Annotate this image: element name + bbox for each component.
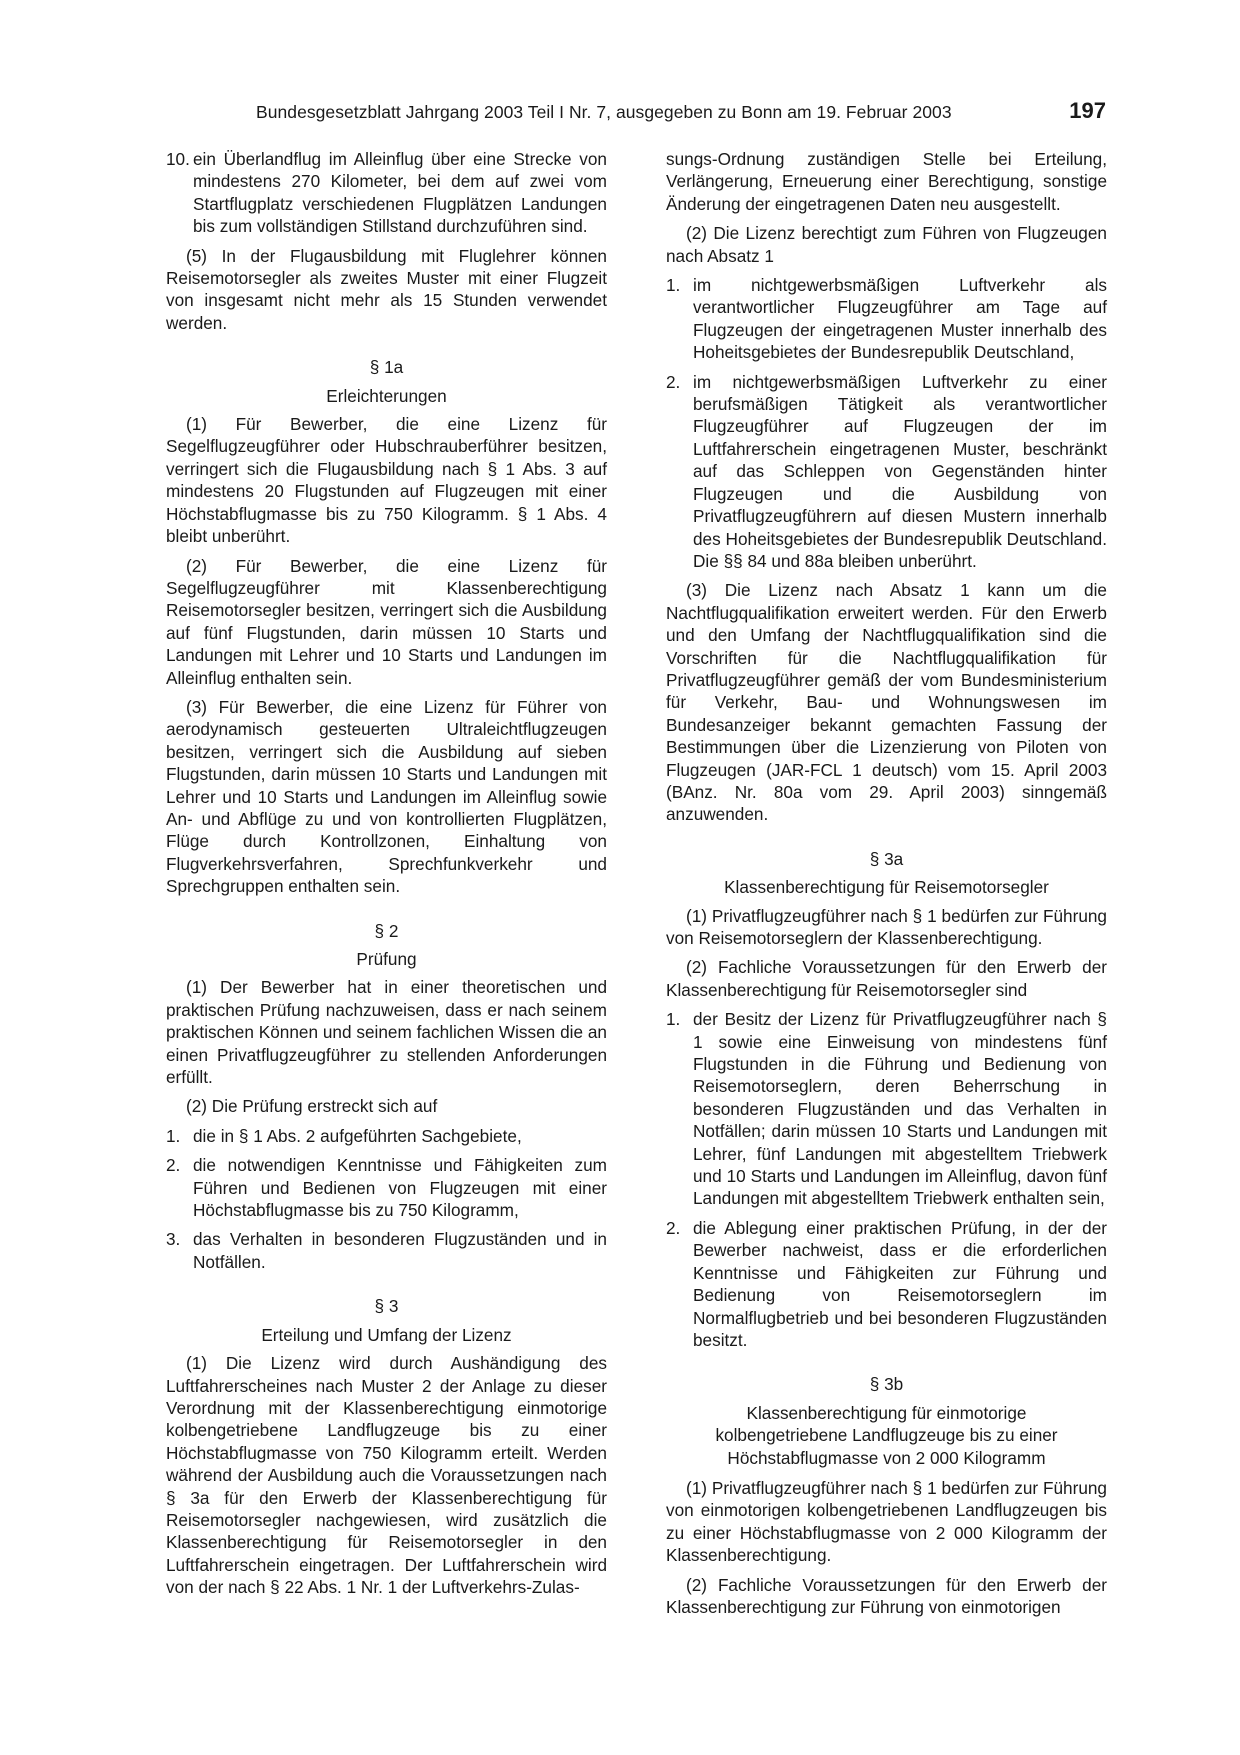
heading-line: Klassenberechtigung für einmotorige [746,1402,1027,1423]
paragraph: (5) In der Flugausbildung mit Fluglehrer können Reisemotorsegler als zweites Muster mit einer Flugzeit von insgesamt nicht mehr als 15 Stunden verwendet werden. [166,245,607,333]
paragraph: (3) Für Bewerber, die eine Lizenz für Führer von aerodynamisch gesteuerten Ultraleichtflugzeugen besitzen, verringert sich die Ausbildung auf sieben Flugstunden, darin müssen 10 Starts und Landungen mit Lehrer und 10 Starts und Landungen im Alleinflug sowie An- und Abflüge zu und von kontrollierten Flugplätzen, Flüge durch Kontrollzonen, Einhaltung von Flugverkehrsverfahren, Sprechfunkverkehr und Sprechgruppen enthalten sein. [166,696,607,897]
item-number: 2. [666,1217,681,1238]
section-heading: Erleichterungen [326,385,447,406]
item-number: 1. [666,275,681,296]
paragraph: (1) Privatflugzeugführer nach § 1 bedürfen zur Führung von einmotorigen kolbengetriebenen Landflugzeugen bis zu einer Höchstabflugmasse von 2 000 Kilogramm der Klassenberechtigung. [666,1477,1107,1566]
paragraph: (1) Für Bewerber, die eine Lizenz für Segelflugzeugführer oder Hubschrauberführer besitzen, verringert sich die Flugausbildung nach § 1 Abs. 3 auf mindestens 20 Flugstunden auf Flugzeugen mit einer Höchstabflugmasse bis zu 750 Kilogramm. § 1 Abs. 4 bleibt unberührt. [166,414,607,547]
paragraph: (2) Für Bewerber, die eine Lizenz für Segelflugzeugführer mit Klassenberechtigung Reisemotorsegler besitzen, verringert sich die Ausbildung auf fünf Flugstunden, darin müssen 10 Starts und Landungen mit Lehrer und 10 Starts und Landungen im Alleinflug enthalten sein. [166,555,607,688]
item-number: 2. [166,1155,181,1176]
section-number: § 3b [869,1374,904,1395]
left-column [166,148,607,1606]
heading-line: kolbengetriebene Landflugzeuge bis zu einer [715,1425,1058,1446]
list-item [166,1228,607,1273]
paragraph: (2) Die Prüfung erstreckt sich auf [186,1096,438,1117]
item-number: 2. [666,371,681,392]
page-header [166,98,1106,128]
item-text: im nichtgewerbsmäßigen Luftverkehr als verantwortlicher Flugzeugführer am Tage auf Flugzeugen der eingetragenen Muster innerhalb des Hoheitsgebietes der Bundesrepublik Deutschland, [693,275,1107,363]
page-number: 197 [1069,98,1106,123]
paragraph: (1) Die Lizenz wird durch Aushändigung des Luftfahrerscheines nach Muster 2 der Anlage zu dieser Verordnung mit der Klassenberechtigung einmotorige kolbengetriebene Landflugzeuge bis zu einer Höchstabflugmasse von 750 Kilogramm erteilt. Werden während der Ausbildung auch die Voraussetzungen nach § 3a für den Erwerb der Klassenberechtigung für Reisemotorsegler nachgewiesen, wird zusätzlich die Klassenberechtigung für Reisemotorsegler in den Luftfahrerschein eingetragen. Der Luftfahrerschein wird von der nach § 22 Abs. 1 Nr. 1 der Luftverkehrs-Zulas- [166,1353,607,1598]
list-item [166,1125,607,1147]
section-heading: Erteilung und Umfang der Lizenz [261,1324,512,1345]
paragraph: (1) Der Bewerber hat in einer theoretischen und praktischen Prüfung nachzuweisen, dass er nach seinem praktischen Können und seinem fachlichen Wissen die an einen Privatflugzeugführer zu stellenden Anforderungen erfüllt. [166,977,607,1088]
section-number: § 1a [369,357,404,378]
section-heading [666,1402,1107,1469]
heading-line: Höchstabflugmasse von 2 000 Kilogramm [727,1447,1046,1468]
list-item [666,1217,1107,1351]
list-item [166,1154,607,1221]
section-number: § 2 [374,920,399,941]
list-item [666,1008,1107,1210]
right-column [666,148,1107,1625]
item-text: das Verhalten in besonderen Flugzuständen und in Notfällen. [193,1229,607,1272]
section-heading: Klassenberechtigung für Reisemotorsegler [724,877,1049,898]
item-number: 1. [166,1125,181,1146]
item-number: 1. [666,1009,681,1030]
item-number: 10. [166,149,190,169]
paragraph: (2) Die Lizenz berechtigt zum Führen von Flugzeugen nach Absatz 1 [666,223,1107,266]
paragraph: (2) Fachliche Voraussetzungen für den Erwerb der Klassenberechtigung für Reisemotorsegler sind [666,957,1107,1000]
paragraph: (2) Fachliche Voraussetzungen für den Erwerb der Klassenberechtigung zur Führung von einmotorigen [666,1574,1107,1617]
item-text: die in § 1 Abs. 2 aufgeführten Sachgebiete, [193,1125,522,1146]
item-text: die notwendigen Kenntnisse und Fähigkeiten zum Führen und Bedienen von Flugzeugen mit einer Höchstabflugmasse bis zu 750 Kilogramm, [193,1155,607,1221]
list-item [666,274,1107,364]
item-text: ein Überlandflug im Alleinflug über eine Strecke von mindestens 270 Kilometer, bei dem auf zwei vom Startflugplatz verschiedenen Flugplätzen Landungen bis zum vollständigen Stillstand durchzuführen sind. [193,149,607,237]
list-item [666,371,1107,573]
paragraph: sungs-Ordnung zuständigen Stelle bei Erteilung, Verlängerung, Erneuerung einer Berechtigung, sonstige Änderung der eingetragenen Daten neu ausgestellt. [666,149,1107,214]
item-text: im nichtgewerbsmäßigen Luftverkehr zu einer berufsmäßigen Tätigkeit als verantwortlicher Flugzeugführer auf Flugzeugen der im Luftfahrerschein eingetragenen Muster, beschränkt auf das Schleppen von Gegenständen hinter Flugzeugen und die Ausbildung von Privatflugzeugführern auf diesen Mustern innerhalb des Hoheitsgebietes der Bundesrepublik Deutschland. Die §§ 84 und 88a bleiben unberührt. [693,371,1107,571]
section-heading: Prüfung [356,949,417,969]
header-title: Bundesgesetzblatt Jahrgang 2003 Teil I Nr. 7, ausgegeben zu Bonn am 19. Februar 2003 [256,102,952,122]
item-number: 3. [166,1229,181,1250]
paragraph: (1) Privatflugzeugführer nach § 1 bedürfen zur Führung von Reisemotorseglern der Klassenberechtigung. [666,905,1107,948]
paragraph: (3) Die Lizenz nach Absatz 1 kann um die Nachtflugqualifikation erweitert werden. Für den Erwerb und den Umfang der Nachtflugqualifikation sind die Vorschriften für die Nachtflugqualifikation für Privatflugzeugführer gemäß der vom Bundesministerium für Verkehr, Bau- und Wohnungswesen im Bundesanzeiger bekannt gemachten Fassung der Bestimmungen über die Lizenzierung von Piloten von Flugzeugen (JAR-FCL 1 deutsch) vom 15. April 2003 (BAnz. Nr. 80a vom 29. April 2003) sinngemäß anzuwenden. [666,580,1107,825]
section-number: § 3 [374,1296,399,1317]
list-item [166,148,607,238]
item-text: die Ablegung einer praktischen Prüfung, in der der Bewerber nachweist, dass er die erforderlichen Kenntnisse und Fähigkeiten zur Führung und Bedienung von Reisemotorseglern im Normalflugbetrieb und bei besonderen Flugzuständen besitzt. [693,1217,1107,1350]
item-text: der Besitz der Lizenz für Privatflugzeugführer nach § 1 sowie eine Einweisung von mindestens fünf Flugstunden in die Führung und Bedienung von Reisemotorseglern, deren Beherrschung in besonderen Flugzuständen und das Verhalten in Notfällen; darin müssen 10 Starts und Landungen mit Lehrer, fünf Landungen mit abgestelltem Triebwerk und 10 Starts und Landungen im Alleinflug, davon fünf Landungen mit abgestelltem Triebwerk enthalten sein, [693,1009,1107,1209]
section-number: § 3a [869,848,904,869]
